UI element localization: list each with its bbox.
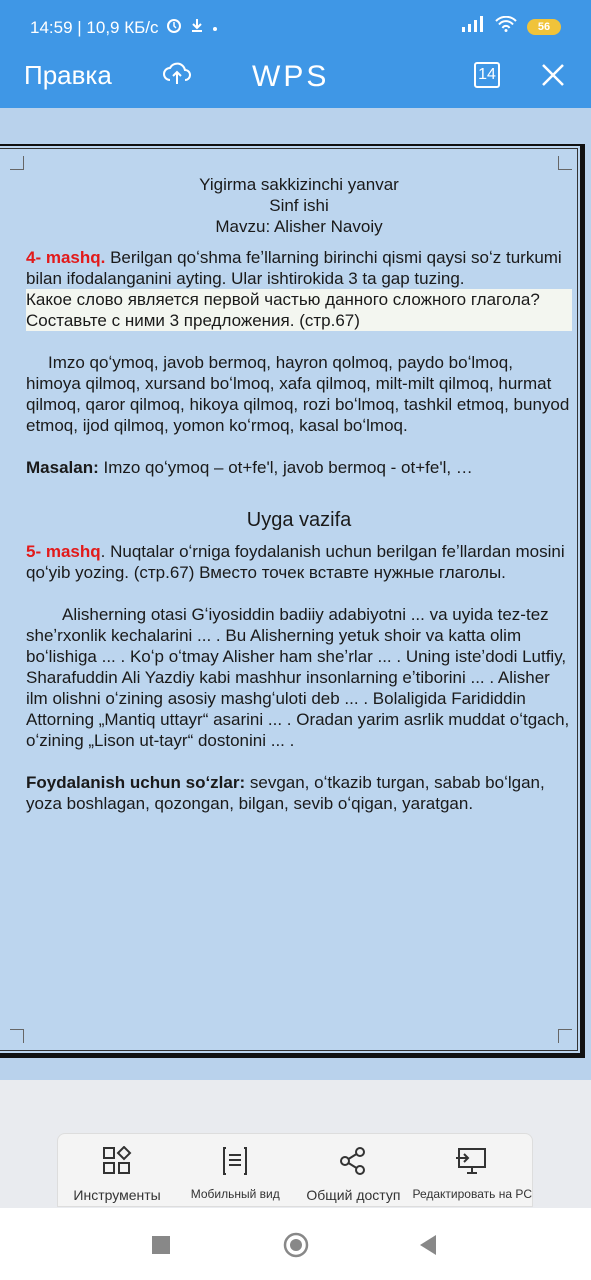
doc-date-title: Yigirma sakkizinchi yanvar — [199, 175, 399, 194]
crop-mark — [10, 1029, 24, 1043]
example-line — [26, 457, 572, 478]
words-to-use — [26, 772, 572, 814]
share-button[interactable] — [294, 1134, 412, 1206]
edit-button[interactable]: Правка — [24, 60, 112, 90]
exercise-5 — [26, 541, 572, 583]
crop-mark — [558, 1029, 572, 1043]
dot-icon — [211, 18, 219, 38]
status-time: 14:59 | 10,9 КБ/с — [30, 17, 159, 37]
share-label: Общий доступ — [306, 1187, 401, 1203]
tools-button[interactable] — [58, 1134, 176, 1206]
tools-icon — [102, 1146, 132, 1181]
tools-label: Инструменты — [73, 1187, 161, 1203]
example-text: Imzo qoʻymoq – ot+fe'l, javob bermoq - ot+fe'l, … — [98, 458, 473, 477]
exercise-4-label: 4- mashq. — [26, 248, 106, 267]
battery-icon: 56 — [527, 19, 561, 35]
edit-on-pc-button[interactable] — [412, 1134, 532, 1206]
status-bar — [0, 0, 591, 52]
navigation-bar — [0, 1208, 591, 1280]
document-content — [26, 174, 572, 814]
cloud-upload-icon[interactable] — [162, 58, 192, 93]
exercise-5-text: . Nuqtalar oʻrniga foydalanish uchun berilgan feʼllardan mosini qoʻyib yozing. (стр.67) Вместо точек вставте нужные глаголы. — [26, 542, 565, 582]
story-paragraph: Alisherning otasi Gʻiyosiddin badiiy adabiyotni ... va uyida tez-tez sheʼrxonlik kechalarini ... . Bu Alisherning yetuk shoir va katta olim boʻlishiga ... . Koʻp oʻtmay Alisher ham sheʼrlar ... . Uning isteʼdodi Lutfiy, Sharafuddin Ali Yazdiy kabi mashhur insonlarning eʼtiborini ... . Alisher ilm olishni oʻzining asosiy mashgʻuloti deb ... . Bolaligida Farididdin Attorning „Mantiq uttayr“ asarini ... . Oradan yarim asrlik muddat oʻtgach, oʻzining „Lison ut-tayr“ dostonini ... . — [26, 605, 570, 750]
share-icon — [338, 1146, 368, 1181]
status-right — [461, 16, 561, 37]
exercise-5-label: 5- mashq — [26, 542, 101, 561]
document-page — [0, 144, 585, 1058]
monitor-icon — [455, 1146, 489, 1181]
crop-mark — [558, 156, 572, 170]
words-to-use-label: Foydalanish uchun soʻzlar: — [26, 773, 246, 792]
recents-button[interactable] — [152, 1236, 170, 1259]
exercise-4-translation — [26, 289, 572, 331]
close-icon[interactable] — [540, 62, 566, 93]
home-button[interactable] — [283, 1232, 309, 1263]
example-label: Masalan: — [26, 458, 99, 477]
download-icon — [189, 17, 205, 38]
homework-heading: Uyga vazifa — [246, 509, 352, 531]
doc-topic-title: Mavzu: Alisher Navoiy — [215, 217, 383, 236]
top-bar — [0, 0, 591, 108]
tab-count-button[interactable]: 14 — [474, 62, 500, 88]
status-left — [30, 16, 219, 39]
words-to-use-text: sevgan, oʻtkazib turgan, sabab boʻlgan, yoza boshlagan, qozongan, bilgan, sevib oʻqigan, yaratgan. — [26, 773, 545, 813]
mobile-view-label: Мобильный вид — [190, 1187, 280, 1201]
words-paragraph: Imzo qoʻymoq, javob bermoq, hayron qolmoq, paydo boʻlmoq, himoya qilmoq, xursand boʻlmoq, xafa qilmoq, milt-milt qilmoq, hurmat qilmoq, qaror qilmoq, hikoya qilmoq, rozi boʻlmoq, tashkil etmoq, bunyod etmoq, ijod qilmoq, yomon koʻrmoq, kasal boʻlmoq. — [26, 353, 570, 435]
bottom-action-bar — [57, 1133, 533, 1207]
signal-icon — [461, 16, 485, 37]
exercise-4-ru-line1: Какое слово является первой частью данного сложного глагола? — [26, 290, 540, 309]
mobile-view-button[interactable] — [176, 1134, 294, 1206]
exercise-4 — [26, 247, 572, 289]
mobile-view-icon — [220, 1146, 250, 1181]
doc-class-title: Sinf ishi — [269, 196, 329, 215]
exercise-4-ru-line2: Составьте с ними 3 предложения. (стр.67) — [26, 311, 360, 330]
back-button[interactable] — [418, 1234, 438, 1261]
wps-logo: WPS — [252, 60, 330, 93]
wifi-icon — [495, 16, 517, 37]
alarm-icon — [165, 16, 183, 39]
exercise-4-text: Berilgan qoʻshma feʼllarning birinchi qismi qaysi soʻz turkumi bilan ifodalanganini ayting. Ular ishtirokida 3 ta gap tuzing. — [26, 248, 562, 288]
crop-mark — [10, 156, 24, 170]
document-area[interactable] — [0, 108, 591, 1080]
edit-on-pc-label: Редактировать на PC — [412, 1187, 532, 1201]
